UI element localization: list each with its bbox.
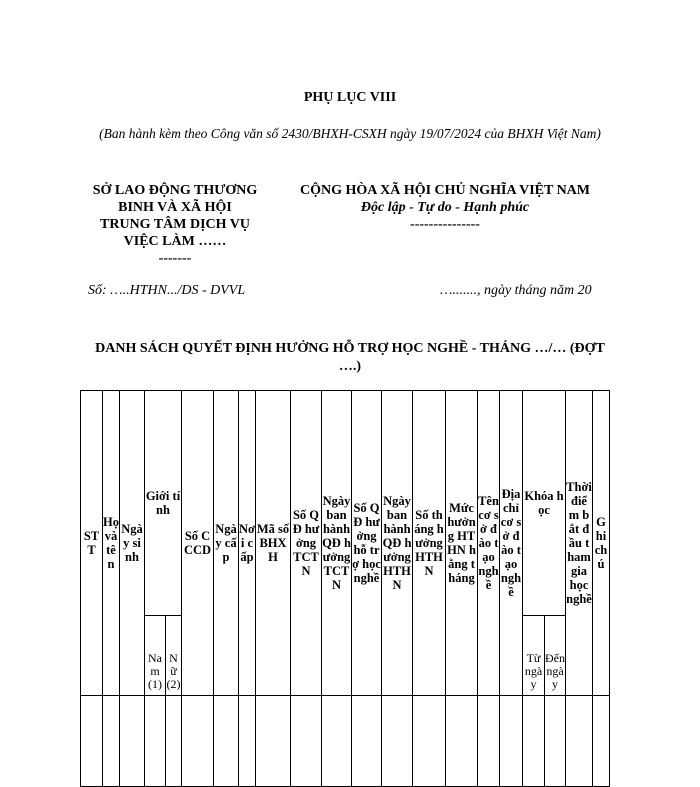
header-hthn-decision-date: Ngày ban hành QĐ hưởng HTHN bbox=[382, 391, 413, 696]
header-vocational-decision-number: Số QĐ hưởng hỗ trợ học nghề bbox=[352, 391, 382, 696]
issuing-organization bbox=[80, 182, 270, 267]
header-tctn-decision-date: Ngày ban hành QĐ hưởng TCTN bbox=[322, 391, 352, 696]
header-tctn-decision-number: Số QĐ hưởng TCTN bbox=[291, 391, 322, 696]
header-gender-female: Nữ (2) bbox=[166, 616, 182, 696]
header-id-number: Số CCCD bbox=[182, 391, 214, 696]
appendix-title: PHỤ LỤC VIII bbox=[303, 90, 397, 105]
header-stt: STT bbox=[81, 391, 103, 696]
header-issue-place: Nơi cấp bbox=[239, 391, 256, 696]
motto-divider: --------------- bbox=[410, 217, 480, 232]
decision-table bbox=[80, 390, 610, 787]
header-social-insurance-code: Mã số BHXH bbox=[256, 391, 291, 696]
header-full-name: Họ và tên bbox=[103, 391, 120, 696]
date-line: …......., ngày tháng năm 20 bbox=[440, 283, 592, 298]
national-header bbox=[285, 182, 605, 233]
header-monthly-amount: Mức hưởng HTHN hằng tháng bbox=[446, 391, 478, 696]
org-divider: ------- bbox=[158, 251, 192, 266]
header-date-of-birth: Ngày sinh bbox=[120, 391, 145, 696]
org-line-2: BINH VÀ XÃ HỘI bbox=[118, 200, 232, 215]
document-number: Số: …..HTHN.../DS - DVVL bbox=[88, 283, 246, 298]
header-gender: Giới tính bbox=[145, 391, 182, 616]
header-hthn-months: Số tháng hưởng HTHN bbox=[413, 391, 446, 696]
country-name: CỘNG HÒA XÃ HỘI CHỦ NGHĨA VIỆT NAM bbox=[299, 183, 590, 198]
list-title: DANH SÁCH QUYẾT ĐỊNH HƯỞNG HỖ TRỢ HỌC NGHỀ - THÁNG …/… (ĐỢT ….) bbox=[95, 341, 605, 374]
org-line-3: TRUNG TÂM DỊCH VỤ bbox=[100, 217, 250, 232]
issuance-note: (Ban hành kèm theo Công văn số 2430/BHXH-CSXH ngày 19/07/2024 của BHXH Việt Nam) bbox=[99, 126, 601, 141]
org-line-4: VIỆC LÀM …… bbox=[123, 234, 227, 249]
table-row bbox=[81, 696, 610, 787]
header-note: Ghi chú bbox=[593, 391, 610, 696]
header-course: Khóa học bbox=[523, 391, 566, 616]
header-start-time: Thời điểm bắt đầu tham gia học nghề bbox=[566, 391, 593, 696]
header-issue-date: Ngày cấp bbox=[214, 391, 239, 696]
header-training-facility-address: Địa chỉ cơ sở đào tạo nghề bbox=[500, 391, 523, 696]
national-motto: Độc lập - Tự do - Hạnh phúc bbox=[360, 200, 530, 215]
table-header-row bbox=[81, 391, 610, 616]
header-course-to: Đến ngày bbox=[545, 616, 566, 696]
header-training-facility-name: Tên cơ sở đào tạo nghề bbox=[478, 391, 500, 696]
header-course-from: Từ ngày bbox=[523, 616, 545, 696]
header-gender-male: Nam (1) bbox=[145, 616, 166, 696]
org-line-1: SỞ LAO ĐỘNG THƯƠNG bbox=[92, 183, 258, 198]
